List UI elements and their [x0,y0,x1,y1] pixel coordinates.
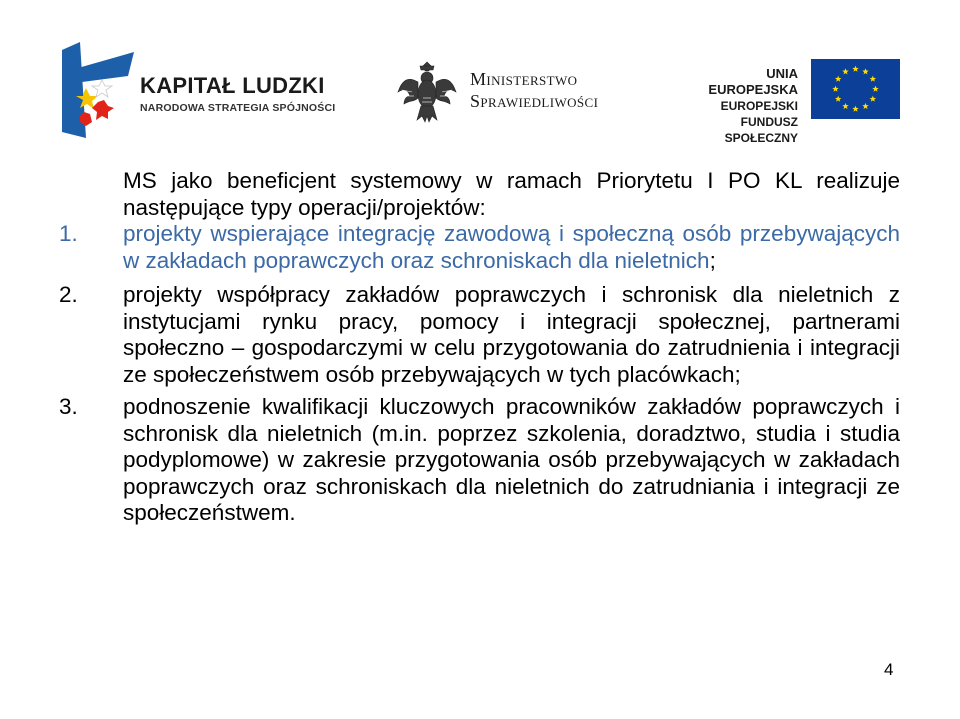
list-item-punctuation: ; [709,247,716,273]
eu-flag-icon [811,59,900,119]
list-item [59,282,900,388]
list-item [59,221,900,274]
ministry-name-line1: Ministerstwo [470,69,578,89]
list-item-number: 2. [59,282,78,307]
ministry-name-line2: Sprawiedliwości [470,91,599,111]
eu-fund-line3: FUNDUSZ SPOŁECZNY [724,115,798,145]
kapital-ludzki-subtitle: NARODOWA STRATEGIA SPÓJNOŚCI [140,102,336,114]
eu-fund-text [680,66,798,146]
list-item-text: projekty wspierające integrację zawodową i społeczną osób przebywających w zakładach poprawczych oraz schroniskach dla nieletnich [123,221,900,273]
page-number: 4 [884,660,894,679]
list-item [59,394,900,527]
list-item-number: 1. [59,221,78,246]
list-item-text: projekty współpracy zakładów poprawczych i schronisk dla nieletnich z instytucjami rynku pracy, pomocy i integracji społecznej, partnerami społeczno – gospodarczymi w celu przygotowania do zatrudnienia i integracji ze społeczeństwem osób przebywających w tych placówkach; [123,282,900,387]
kapital-ludzki-text [140,74,335,114]
kapital-ludzki-logo [62,42,142,138]
polish-eagle-emblem [396,58,458,124]
kapital-ludzki-title: KAPITAŁ LUDZKI [140,73,325,98]
eu-fund-line1: UNIA EUROPEJSKA [708,66,798,97]
list-item-text: podnoszenie kwalifikacji kluczowych pracowników zakładów poprawczych i schronisk dla nieletnich (m.in. poprzez szkolenia, doradztwo, studia i studia podyplomowe) w zakresie przygotowania osób przebywających w zakładach poprawczych oraz schroniskach dla nieletnich do zatrudniania i integracji ze społeczeństwem. [123,394,900,525]
eu-fund-line2: EUROPEJSKI [720,99,798,113]
intro-paragraph: MS jako beneficjent systemowy w ramach Priorytetu I PO KL realizuje następujące typy operacji/projektów: [123,168,900,220]
slide-content [59,168,900,527]
ministry-name [470,68,598,112]
list-item-number: 3. [59,394,78,419]
